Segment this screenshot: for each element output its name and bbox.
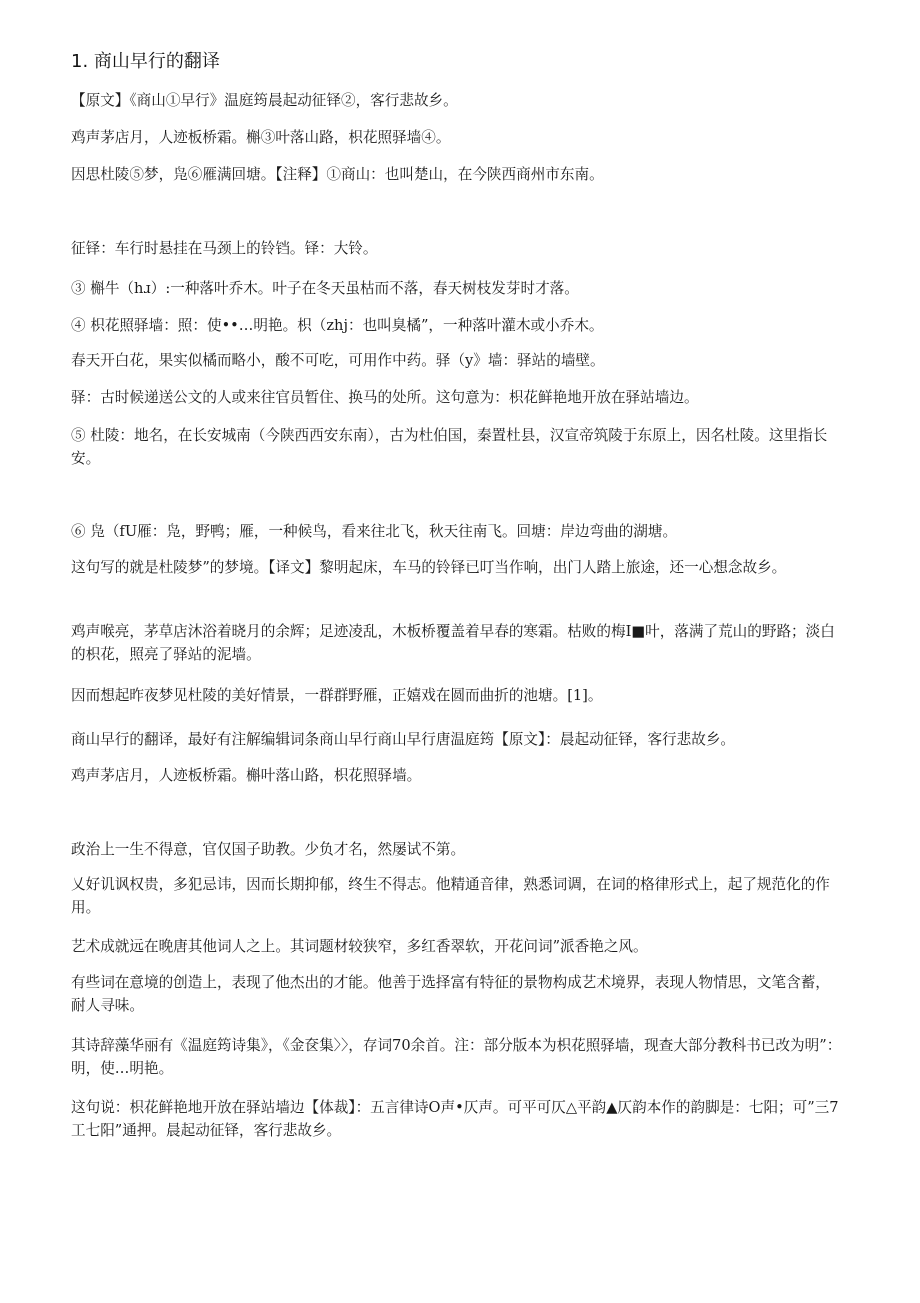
paragraph-translation-end: 因而想起昨夜梦见杜陵的美好情景，一群群野雁，正嬉戏在圆而曲折的池塘。[1]。 [71,687,603,704]
paragraph-note-2: 征铎：车行时悬挂在马颈上的铃铛。铎：大铃。 [71,240,378,257]
paragraph-note-4-meaning: 驿：古时候递送公文的人或来往官员暂住、换马的处所。这句意为：枳花鲜艳地开放在驿站墙边。 [71,389,699,406]
paragraph-translation-start: 这句写的就是杜陵梦”的梦境。【译文】黎明起床，车马的铃铎已叮当作响，出门人踏上旅途，还一心想念故乡。 [71,559,787,576]
paragraph-note-6: ⑥ 凫（fU雁：凫，野鸭；雁，一种候鸟，看来往北飞，秋天往南飞。回塘：岸边弯曲的湖塘。 [71,523,678,540]
paragraph-form-rhyme: 这句说：枳花鲜艳地开放在驿站墙边【体裁】：五言律诗O声•仄声。可平可仄△平韵▲仄韵本作的韵脚是：七阳；可”三7工七阳”通押。晨起动征铎，客行悲故乡。 [71,1099,839,1139]
paragraph-translation: 鸡声喉亮，茅草店沐浴着晓月的余辉；足迹凌乱，木板桥覆盖着早春的寒霜。枯败的梅I■叶，落满了荒山的野路；淡白的枳花，照亮了驿站的泥墙。 [71,623,835,663]
paragraph-author-talent: 有些词在意境的创造上，表现了他杰出的才能。他善于选择富有特征的景物构成艺术境界，表现人物情思，文笔含蓄，耐人寻味。 [71,974,830,1014]
paragraph-entry-intro: 商山早行的翻译，最好有注解编辑词条商山早行商山早行唐温庭筠【原文】：晨起动征铎，客行悲故乡。 [71,731,736,748]
paragraph-note-4: ④ 枳花照驿墙：照：使••…明艳。枳（zhj：也叫臭橘”，一种落叶灌木或小乔木。 [71,317,604,334]
paragraph-original-text: 【原文】《商山①早行》温庭筠晨起动征铎②，客行悲故乡。 [71,92,458,109]
paragraph-note-3: ③ 槲牛（hɹ）:一种落叶乔木。叶子在冬天虽枯而不落，春天树枝发芽时才落。 [71,280,579,297]
paragraph-author-music: 乂好讥讽权贵，多犯忌讳，因而长期抑郁，终生不得志。他精通音律，熟悉词调，在词的格律形式上，起了规范化的作用。 [71,876,830,916]
paragraph-poem-line-repeat: 鸡声茅店月，人迹板桥霜。槲叶落山路，枳花照驿墙。 [71,767,422,784]
paragraph-note-4-cont: 春天开白花，果实似橘而略小，酸不可吃，可用作中药。驿（y》墙：驿站的墙壁。 [71,352,605,369]
paragraph-poem-line: 鸡声茅店月，人迹板桥霜。槲③叶落山路，枳花照驿墙④。 [71,129,451,146]
paragraph-author-politics: 政治上一生不得意，官仅国子助教。少负才名，然屡试不第。 [71,841,466,858]
document-title: 1. 商山早行的翻译 [71,51,220,72]
paragraph-notes-start: 因思杜陵⑤梦，凫⑥雁满回塘。【注释】①商山：也叫楚山，在今陕西商州市东南。 [71,166,604,183]
paragraph-note-5: ⑤ 杜陵：地名，在长安城南（今陕西西安东南），古为杜伯国，秦置杜县，汉宣帝筑陵于东原上，因名杜陵。这里指长安。 [71,427,828,467]
paragraph-author-art: 艺术成就远在晚唐其他词人之上。其词题材较狭窄，多红香翠软，开花问词”派香艳之风。 [71,938,648,955]
paragraph-works-note: 其诗辞藻华丽有《温庭筠诗集》，《金奁集〉〉，存词70余首。注：部分版本为枳花照驿墙，现查大部分教科书已改为明”：明，使…明艳。 [71,1037,842,1077]
